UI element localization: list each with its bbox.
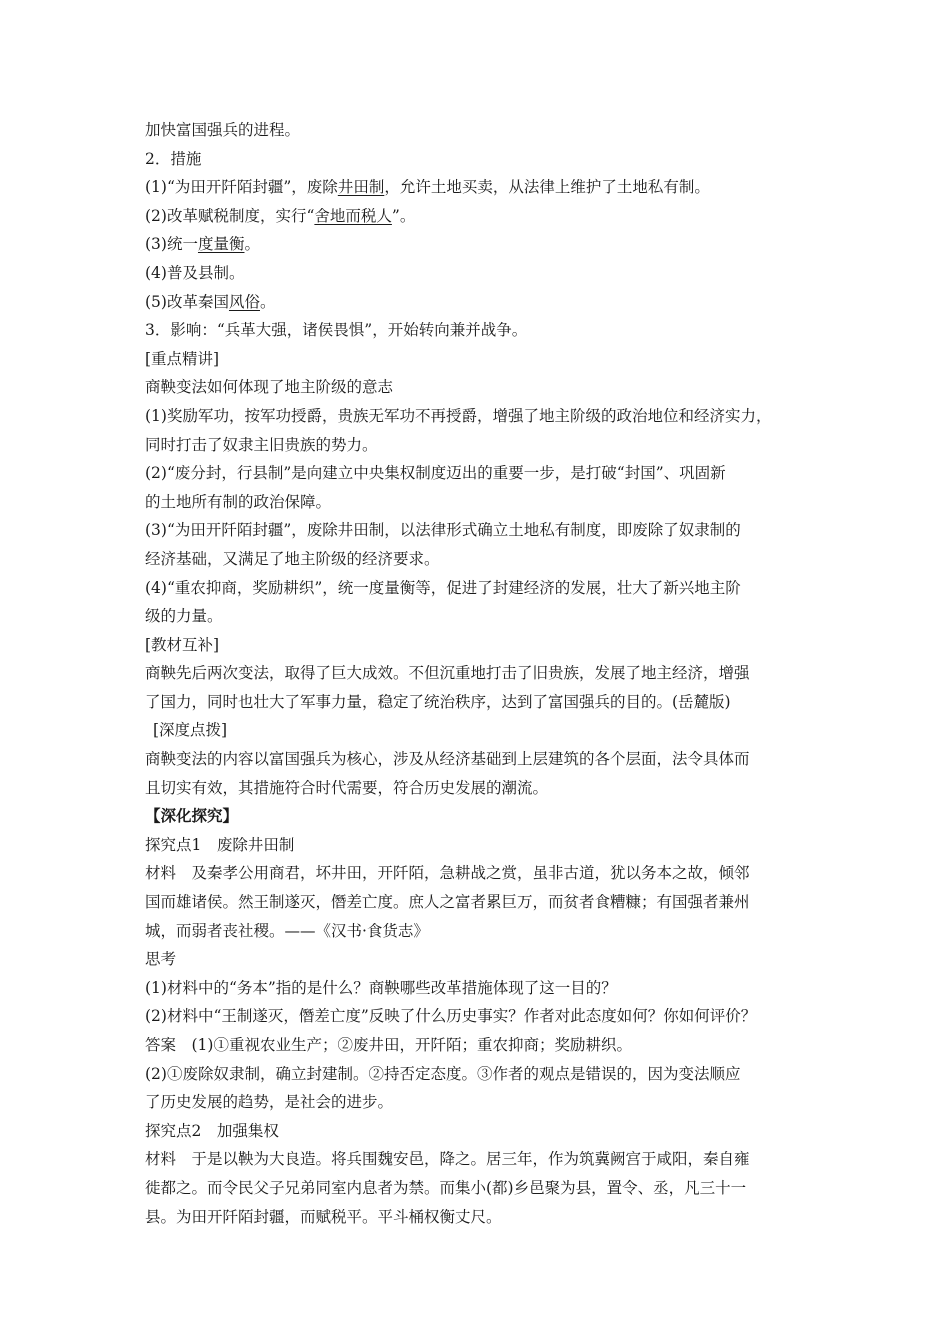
text-line: 国而雄诸侯。然王制遂灭，僭差亡度。庶人之富者累巨万，而贫者食糟糠；有国强者兼州 (145, 893, 750, 912)
text-line: (1)材料中的“务本”指的是什么？商鞅哪些改革措施体现了这一目的？ (145, 978, 617, 997)
text-line: 且切实有效，其措施符合时代需要，符合历史发展的潮流。 (145, 778, 549, 797)
text-line: 城，而弱者丧社稷。——《汉书·食货志》 (145, 921, 429, 940)
text-line: (2)①废除奴隶制，确立封建制。②持否定态度。③作者的观点是错误的，因为变法顺应 (145, 1064, 741, 1083)
underlined-term: 舍地而税人 (314, 206, 392, 225)
text-line: 材料 及秦孝公用商君，坏井田，开阡陌，急耕战之赏，虽非古道，犹以务本之故，倾邻 (145, 864, 750, 883)
bracket-heading: [深度点拨] (153, 721, 228, 740)
text-line: 徙都之。而令民父子兄弟同室内息者为禁。而集小(都)乡邑聚为县，置令、丞，凡三十一 (145, 1178, 747, 1197)
subsection-heading: 探究点2 加强集权 (145, 1121, 279, 1140)
text-line: 级的力量。 (145, 607, 223, 626)
text-line: 的土地所有制的政治保障。 (145, 492, 332, 511)
text-line: (2)“废分封，行县制”是向建立中央集权制度迈出的重要一步，是打破“封国”、巩固新 (145, 464, 726, 483)
text-line: 加快富国强兵的进程。 (145, 121, 301, 139)
section-heading: 3．影响：“兵革大强，诸侯畏惧”，开始转向兼并战争。 (145, 321, 528, 340)
text-line: 商鞅变法的内容以富国强兵为核心，涉及从经济基础到上层建筑的各个层面，法令具体而 (145, 750, 750, 769)
text-line: 了历史发展的趋势，是社会的进步。 (145, 1093, 394, 1112)
text-line: 答案 (1)①重视农业生产；②废井田，开阡陌；重农抑商；奖励耕织。 (145, 1036, 632, 1054)
text-line: (2)材料中“王制遂灭，僭差亡度”反映了什么历史事实？作者对此态度如何？你如何评价？ (145, 1007, 757, 1026)
subsection-heading: 探究点1 废除井田制 (145, 835, 295, 854)
underlined-term: 井田制 (337, 178, 385, 197)
text-line: 商鞅先后两次变法，取得了巨大成效。不但沉重地打击了旧贵族，发展了地主经济，增强 (145, 664, 750, 683)
text-line: (5)改革秦国风俗。 (145, 292, 276, 311)
bracket-heading: [教材互补] (145, 635, 220, 654)
text-line: 县。为田开阡陌封疆，而赋税平。平斗桶权衡丈尺。 (145, 1207, 502, 1226)
text-line: (3)统一度量衡。 (145, 235, 260, 254)
text-line: 材料 于是以鞅为大良造。将兵围魏安邑，降之。居三年，作为筑冀阙宫于咸阳，秦自雍 (145, 1150, 750, 1169)
text-line: 商鞅变法如何体现了地主阶级的意志 (145, 378, 394, 397)
document-page (145, 116, 817, 1231)
text-line: (3)“为田开阡陌封疆”，废除井田制，以法律形式确立土地私有制度，即废除了奴隶制的 (145, 521, 741, 540)
bracket-heading: [重点精讲] (145, 349, 220, 368)
underlined-term: 度量衡 (197, 235, 245, 254)
text-line: 同时打击了奴隶主旧贵族的势力。 (145, 435, 378, 454)
section-heading: 2．措施 (145, 149, 202, 168)
text-line: (1)“为田开阡陌封疆”，废除井田制，允许土地买卖，从法律上维护了土地私有制。 (145, 178, 710, 197)
text-line: (1)奖励军功，按军功授爵，贵族无军功不再授爵，增强了地主阶级的政治地位和经济实力， (145, 406, 772, 425)
underlined-term: 风俗 (228, 292, 260, 311)
text-line: 经济基础，又满足了地主阶级的经济要求。 (145, 549, 440, 568)
text-line: (2)改革赋税制度，实行“舍地而税人”。 (145, 206, 416, 225)
text-line: (4)“重农抑商，奖励耕织”，统一度量衡等，促进了封建经济的发展，壮大了新兴地主阶 (145, 578, 741, 597)
text-line: 思考 (145, 950, 177, 969)
text-line: 了国力，同时也壮大了军事力量，稳定了统治秩序，达到了富国强兵的目的。(岳麓版) (145, 692, 731, 711)
text-line: (4)普及县制。 (145, 263, 245, 282)
bold-section-heading: 【深化探究】 (145, 806, 239, 826)
